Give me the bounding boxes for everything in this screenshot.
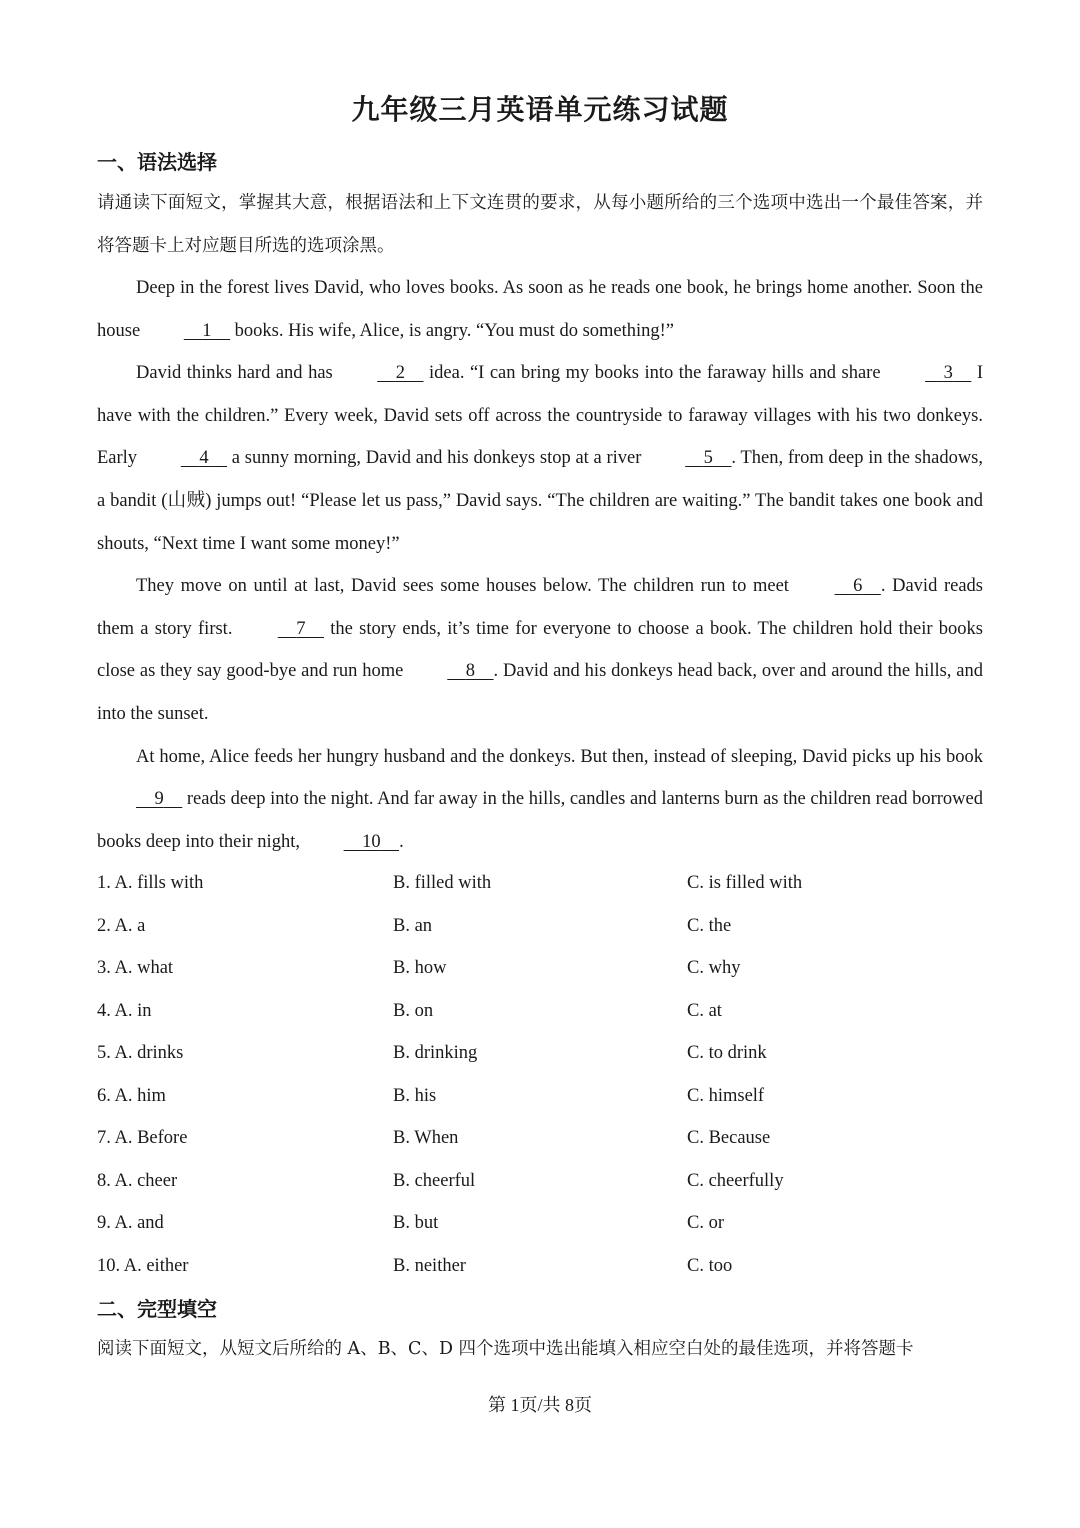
- option-a: 8. A. cheer: [97, 1170, 178, 1191]
- option-row-1: [97, 862, 983, 905]
- option-row-7: [97, 1117, 983, 1160]
- passage-paragraph-4: [97, 736, 983, 864]
- blank-3: 3: [943, 363, 953, 384]
- passage-text: a sunny morning, David and his donkeys stop at a river: [227, 448, 647, 469]
- option-b: B. neither: [393, 1255, 466, 1276]
- option-a: 1. A. fills with: [97, 873, 204, 893]
- passage-text: books. His wife, Alice, is angry. “You must do something!”: [230, 320, 675, 341]
- option-b: B. how: [393, 958, 447, 978]
- passage-paragraph-2: [97, 352, 983, 565]
- option-a: 2. A. a: [97, 915, 146, 936]
- option-c: C. cheerfully: [687, 1170, 784, 1191]
- section1-heading: 一、语法选择: [97, 150, 217, 174]
- grammar-passage: [97, 267, 983, 863]
- option-b: B. When: [393, 1128, 459, 1148]
- blank-9: 9: [154, 789, 164, 810]
- option-b: B. cheerful: [393, 1170, 476, 1191]
- option-row-8: [97, 1160, 983, 1203]
- option-b: B. drinking: [393, 1043, 478, 1063]
- option-a: 7. A. Before: [97, 1128, 188, 1148]
- passage-text: David thinks hard and has: [136, 363, 339, 384]
- option-b: B. his: [393, 1085, 437, 1106]
- passage-text: reads deep into the night. And far away in the hills, candles and lanterns burn as the children read borrowed books deep into their night,: [97, 789, 983, 852]
- blank-8: 8: [465, 661, 476, 682]
- page-title: 九年级三月英语单元练习试题: [351, 93, 729, 126]
- option-c: C. to drink: [687, 1043, 767, 1063]
- option-a: 3. A. what: [97, 958, 174, 978]
- passage-text: At home, Alice feeds her hungry husband and the donkeys. But then, instead of sleeping, David picks up his book: [136, 746, 983, 767]
- option-c: C. is filled with: [687, 873, 803, 893]
- blank-6: 6: [853, 576, 863, 597]
- passage-paragraph-3: [97, 565, 983, 735]
- option-c: C. too: [687, 1255, 733, 1276]
- blank-1: 1: [202, 320, 212, 341]
- option-c: C. himself: [687, 1085, 765, 1106]
- option-row-5: [97, 1032, 983, 1075]
- section1-instructions: 请通读下面短文，掌握其大意，根据语法和上下文连贯的要求，从每小题所给的三个选项中选出一个最佳答案，并将答题卡上对应题目所选的选项涂黑。: [97, 193, 983, 256]
- passage-text: Deep in the forest lives David, who loves books. As soon as he reads one book, he brings home another. Soon the house: [97, 278, 983, 341]
- option-a: 9. A. and: [97, 1213, 164, 1233]
- option-b: B. on: [393, 1000, 434, 1021]
- option-row-4: [97, 990, 983, 1033]
- option-row-2: [97, 905, 983, 948]
- passage-paragraph-1: [97, 267, 983, 352]
- blank-7: 7: [296, 618, 306, 639]
- option-c: C. the: [687, 915, 732, 936]
- section2-heading: 二、完型填空: [97, 1297, 217, 1321]
- option-b: B. an: [393, 915, 433, 936]
- blank-10: 10: [362, 831, 381, 852]
- passage-text: . Then, from deep in the shadows, a bandit (山贼) jumps out! “Please let us pass,” David says. “The children are waiting.” The bandit takes one book and shouts, “Next time I want some money!”: [97, 448, 984, 554]
- blank-4: 4: [199, 448, 209, 469]
- option-row-3: [97, 947, 983, 990]
- option-a: 4. A. in: [97, 1000, 152, 1021]
- option-row-10: [97, 1245, 983, 1288]
- option-row-9: [97, 1202, 983, 1245]
- passage-text: . David reads them a story first.: [97, 576, 983, 639]
- answer-options: [97, 862, 983, 1287]
- option-c: C. Because: [687, 1128, 771, 1148]
- page-number: 第 1页/共 8页: [487, 1395, 592, 1415]
- option-row-6: [97, 1075, 983, 1118]
- passage-text: idea. “I can bring my books into the faraway hills and share: [423, 363, 887, 384]
- option-c: C. at: [687, 1000, 722, 1021]
- option-c: C. why: [687, 958, 741, 978]
- option-a: 6. A. him: [97, 1085, 166, 1106]
- passage-text: I have with the children.” Every week, David sets off across the countryside to faraway villages with his two donkeys. Early: [97, 363, 983, 469]
- passage-text: . David and his donkeys head back, over and around the hills, and into the sunset.: [97, 661, 984, 724]
- option-a: 5. A. drinks: [97, 1043, 184, 1063]
- blank-2: 2: [395, 363, 405, 384]
- section2-instructions: 阅读下面短文，从短文后所给的 A、B、C、D 四个选项中选出能填入相应空白处的最佳选项，并将答题卡: [97, 1339, 914, 1359]
- passage-text: .: [399, 831, 404, 852]
- blank-5: 5: [703, 448, 713, 469]
- option-b: B. filled with: [393, 873, 492, 893]
- passage-text: the story ends, it’s time for everyone to choose a book. The children hold their books close as they say good-bye and run home: [97, 618, 983, 682]
- passage-text: They move on until at last, David sees some houses below. The children run to meet: [136, 576, 796, 597]
- option-b: B. but: [393, 1213, 439, 1233]
- option-a: 10. A. either: [97, 1255, 189, 1276]
- option-c: C. or: [687, 1213, 724, 1233]
